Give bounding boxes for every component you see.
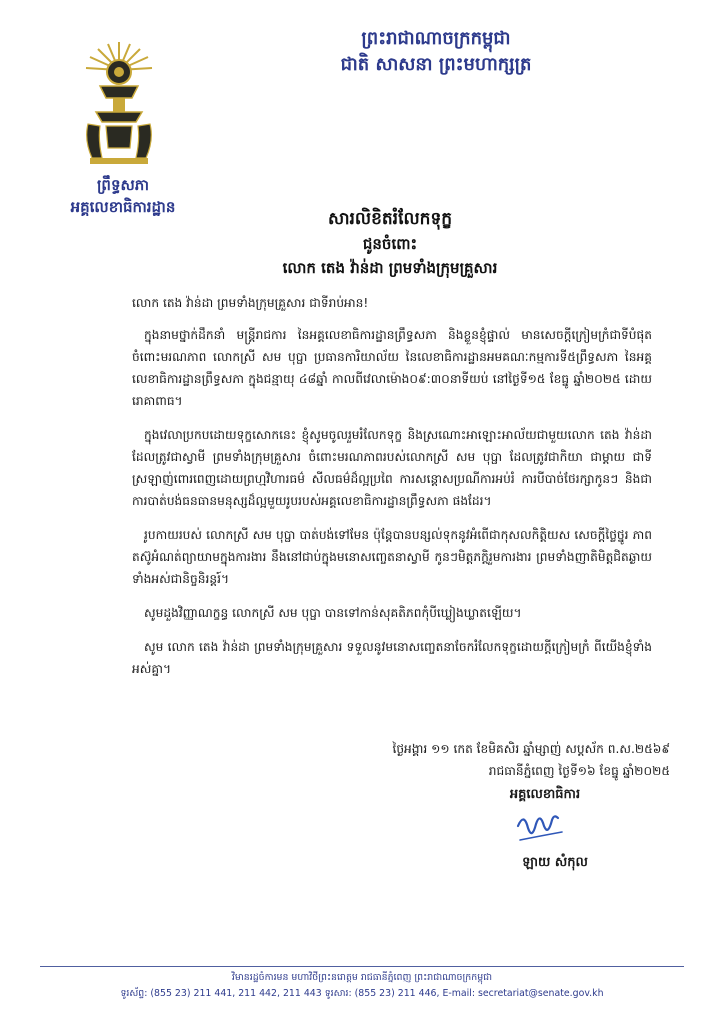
date-block xyxy=(300,738,670,782)
footer-contact: ទូរស័ព្ទ: (855 23) 211 441, 211 442, 211 443 ទូរសារ: (855 23) 211 446, E-mail: secretariat@senate.gov.kh xyxy=(120,988,604,999)
paragraph: សូម លោក តេង វ៉ាន់ដា ព្រមទាំងក្រុមគ្រួសារ ទទួលនូវមនោសញ្ចេតនាចែករំលែកទុក្ខដោយក្តីក្រៀមក្រំ ពីយើងខ្ញុំទាំងអស់គ្នា។ xyxy=(132,640,652,676)
place-date: រាជធានីភ្នំពេញ ថ្ងៃទី១៦ ខែធ្នូ ឆ្នាំ២០២៥ xyxy=(488,764,670,778)
letter-body xyxy=(132,292,652,692)
secretariat-name: អគ្គលេខាធិការដ្ឋាន xyxy=(70,198,176,216)
footer-divider xyxy=(40,966,684,967)
letter-title-addressed: ជូនចំពោះ xyxy=(362,235,418,253)
salutation: លោក តេង វ៉ាន់ដា ព្រមទាំងក្រុមគ្រួសារ ជាទីរាប់អាន! xyxy=(132,296,369,310)
letter-title-main: សារលិខិតរំលែកទុក្ខ xyxy=(327,209,453,229)
national-motto: ជាតិ សាសនា ព្រះមហាក្សត្រ xyxy=(340,54,532,75)
senate-name: ព្រឹទ្ធសភា xyxy=(96,176,150,194)
signature-icon xyxy=(510,806,570,848)
letter-title-recipient: លោក តេង វ៉ាន់ដា ព្រមទាំងក្រុមគ្រួសារ xyxy=(282,259,498,277)
footer-address: វិមានរដ្ឋចំការមន មហាវិថីព្រះនរោត្តម រាជធានីភ្នំពេញ ព្រះរាជាណាចក្រកម្ពុជា xyxy=(231,972,493,983)
lunar-date: ថ្ងៃអង្គារ ១១ កេត ខែមិគសិរ ឆ្នាំម្សាញ់ សប្តស័ក ព.ស.២៥៦៩ xyxy=(392,742,670,756)
paragraph: រូបកាយរបស់ លោកស្រី សម បុប្ផា បាត់បង់ទៅមែន ប៉ុន្តែបានបន្សល់ទុកនូវអំពើជាកុសលកិត្តិយស សេចក្តីថ្លៃថ្នូរ ភាពតស៊ូអំណត់ព្យាយាមក្នុងការងារ នឹងនៅជាប់ក្នុងមនោសញ្ចេតនាស្វាមី កូនៗមិត្តភក្តិរួមការងារ ព្រមទាំងញាតិមិត្តជិតឆ្ងាយទាំងអស់ជានិច្ចនិរន្តរ៍។ xyxy=(132,528,652,586)
kingdom-heading xyxy=(236,26,636,78)
signer-role: អគ្គលេខាធិការ xyxy=(509,787,581,802)
senate-emblem-icon xyxy=(78,40,160,168)
senate-heading xyxy=(48,174,198,218)
kingdom-title: ព្រះរាជាណាចក្រកម្ពុជា xyxy=(361,28,511,49)
paragraph: ក្នុងវេលាប្រកបដោយទុក្ខសោកនេះ ខ្ញុំសូមចូលរួមរំលែកទុក្ខ និងស្រណោះអាឡោះអាល័យជាមួយលោក តេង វ៉ាន់ដា ដែលត្រូវជាស្វាមី ព្រមទាំងក្រុមគ្រួសារ ចំពោះមរណភាពរបស់លោកស្រី សម បុប្ផា ដែលត្រូវជាកិយា ជាម្តាយ ជាទីស្រឡាញ់ពោរពេញដោយព្រហ្មវិហារធម៌ សីលធម៌ដ៏ល្អប្រពៃ ការសន្តោសប្រណីការអប់រំ ការបីបាច់ថែរក្សាកូនៗ និងជាការបាត់បង់ធនធានមនុស្សដ៏ល្អមួយរូបរបស់អគ្គលេខាធិការដ្ឋានព្រឹទ្ធសភា ផងដែរ។ xyxy=(132,428,652,508)
letter-title xyxy=(200,206,580,280)
paragraph: សូមដួងវិញ្ញាណក្ខន្ធ លោកស្រី សម បុប្ផា បានទៅកាន់សុគតិភពកុំបីឃ្លៀងឃ្លាតឡើយ។ xyxy=(144,606,522,620)
footer xyxy=(40,970,684,1002)
paragraph: ក្នុងនាមថ្នាក់ដឹកនាំ មន្ត្រីរាជការ នៃអគ្គលេខាធិការដ្ឋានព្រឹទ្ធសភា និងខ្លួនខ្ញុំផ្ទាល់ មានសេចក្តីក្រៀមក្រំជាទីបំផុតចំពោះមរណភាព លោកស្រី សម បុប្ផា ប្រធានការិយាល័យ នៃលេខាធិការដ្ឋានអមគណៈកម្មការទី៥ព្រឹទ្ធសភា នៃអគ្គលេខាធិការដ្ឋានព្រឹទ្ធសភា ក្នុងជន្មាយុ ៤៨ឆ្នាំ កាលពីវេលាម៉ោង០៩:៣០នាទីយប់ នៅថ្ងៃទី១៥ ខែធ្នូ ឆ្នាំ២០២៥ ដោយរោគាពាធ។ xyxy=(132,328,652,408)
signer-name: ឡាយ សំកុល xyxy=(522,855,588,870)
